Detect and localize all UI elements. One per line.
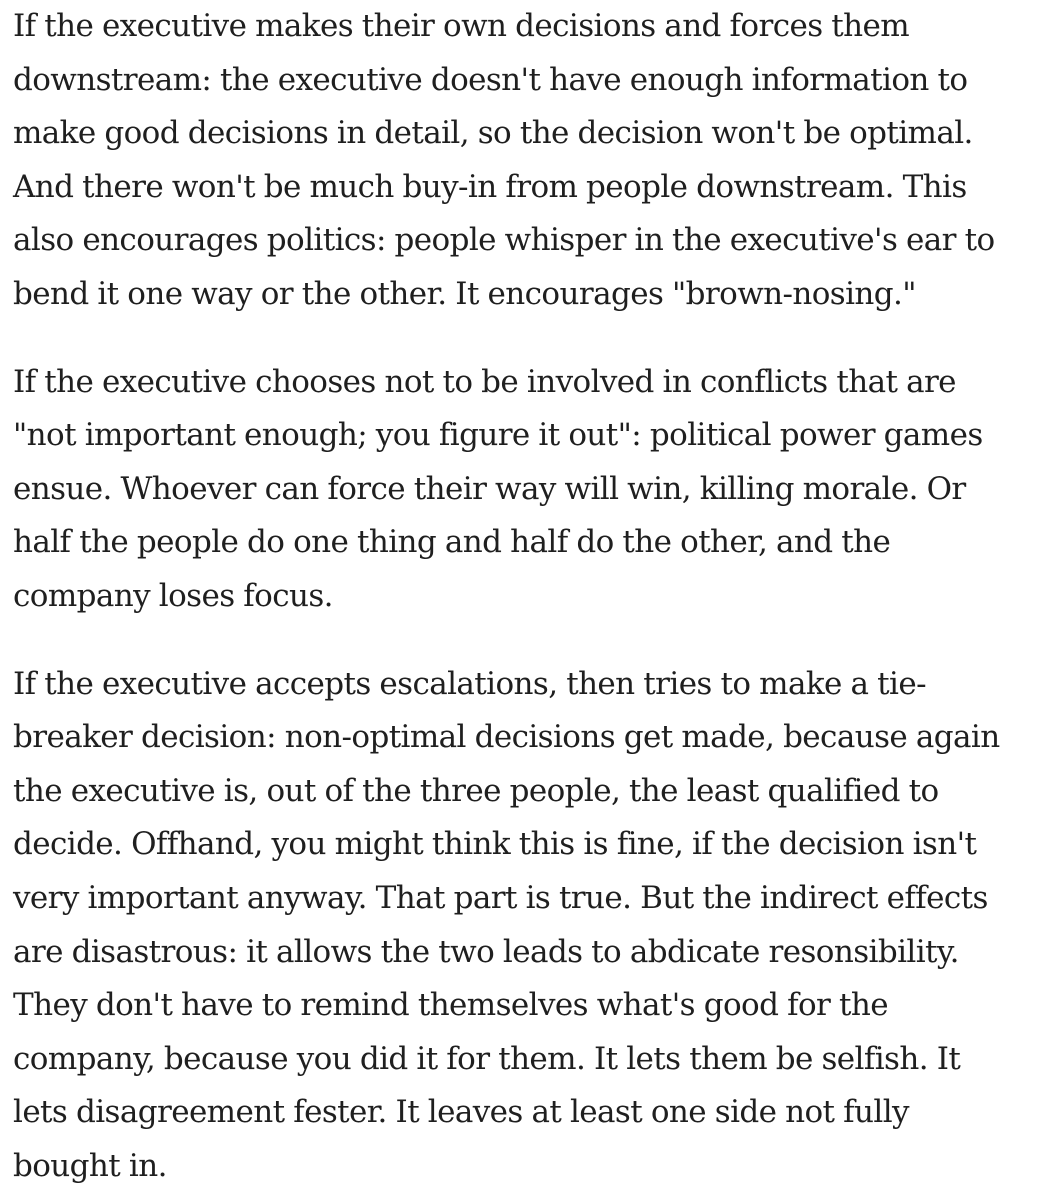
text-line: company loses focus. [13, 577, 333, 614]
text-line: half the people do one thing and half do the other, and the [13, 524, 891, 561]
text-line: lets disagreement fester. It leaves at least one side not fully [13, 1094, 909, 1131]
text-line: bend it one way or the other. It encourages "brown-nosing." [13, 275, 916, 312]
text-line: breaker decision: non-optimal decisions get made, because again [13, 719, 1000, 756]
text-line: ensue. Whoever can force their way will win, killing morale. Or [13, 470, 966, 507]
text-line: the executive is, out of the three people, the least qualified to [13, 772, 939, 809]
text-line: decide. Offhand, you might think this is fine, if the decision isn't [13, 826, 977, 863]
text-line: bought in. [13, 1147, 167, 1184]
text-line: They don't have to remind themselves what's good for the [13, 987, 888, 1024]
paragraph-1 [13, 0, 1033, 322]
text-line: company, because you did it for them. It lets them be selfish. It [13, 1040, 961, 1077]
text-line: If the executive chooses not to be involved in conflicts that are [13, 363, 956, 400]
text-line: "not important enough; you figure it out": political power games [13, 417, 983, 454]
paragraph-2 [13, 356, 1033, 624]
text-line: If the executive makes their own decisions and forces them [13, 8, 910, 44]
text-line: If the executive accepts escalations, then tries to make a tie- [13, 665, 926, 702]
text-line: make good decisions in detail, so the decision won't be optimal. [13, 115, 973, 152]
text-line: very important anyway. That part is true. But the indirect effects [13, 879, 988, 916]
text-line: are disastrous: it allows the two leads to abdicate resonsibility. [13, 933, 959, 970]
text-line: And there won't be much buy-in from people downstream. This [13, 168, 967, 205]
text-line: also encourages politics: people whisper in the executive's ear to [13, 222, 995, 259]
paragraph-3 [13, 658, 1033, 1194]
text-line: downstream: the executive doesn't have enough information to [13, 61, 968, 98]
